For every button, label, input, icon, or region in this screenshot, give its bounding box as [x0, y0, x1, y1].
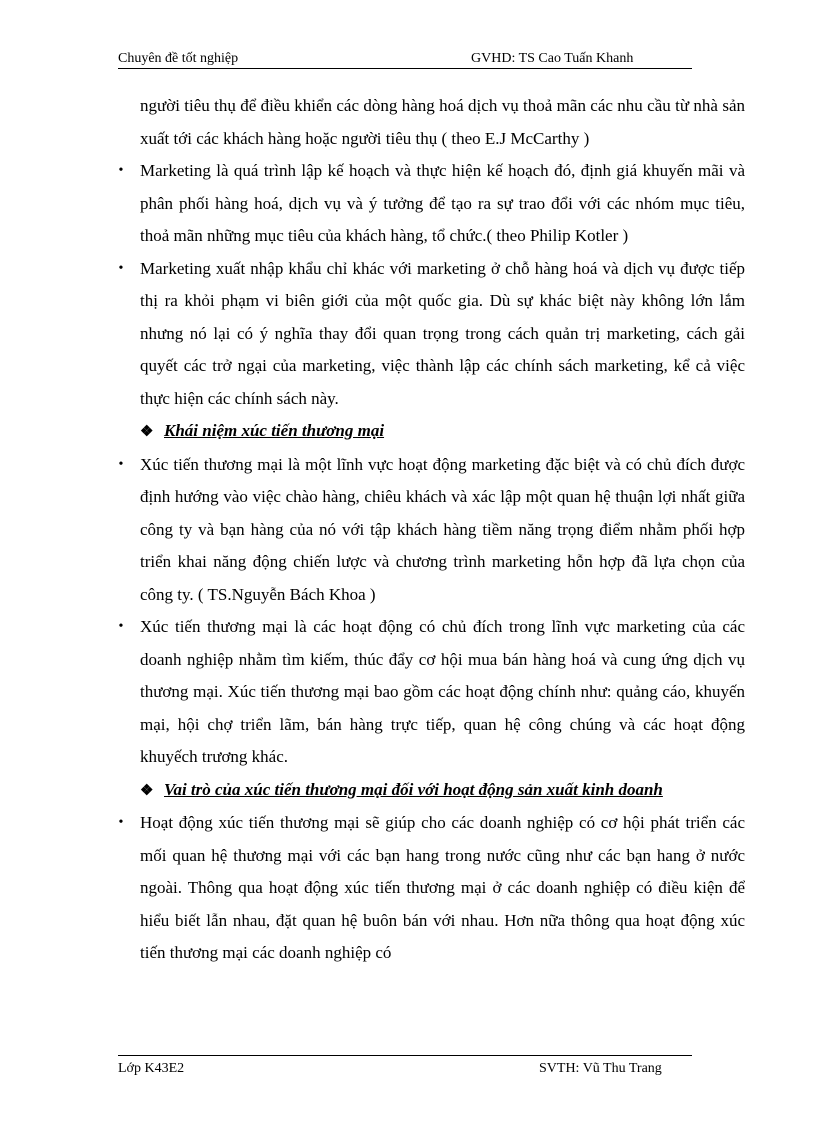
section-heading-text: Khái niệm xúc tiến thương mại: [164, 421, 385, 440]
section-heading: [113, 774, 745, 808]
footer-class: Lớp K43E2: [118, 1061, 185, 1076]
diamond-bullet-icon: ❖: [140, 782, 154, 799]
footer-student: SVTH: Vũ Thu Trang: [539, 1061, 662, 1076]
header-supervisor: GVHD: TS Cao Tuấn Khanh: [471, 51, 634, 66]
page-header: [118, 50, 692, 69]
page-body: [113, 90, 745, 970]
list-item: [113, 155, 745, 253]
paragraph-continuation: người tiêu thụ để điều khiển các dòng hàng hoá dịch vụ thoả mãn các nhu cầu từ nhà sản xuất tới các khách hàng hoặc người tiêu thụ ( theo E.J McCarthy ): [140, 96, 745, 148]
list-item-text: Hoạt động xúc tiến thương mại sẽ giúp cho các doanh nghiệp có cơ hội phát triển các mối quan hệ thương mại với các bạn hang trong nước cũng như các bạn hang ở nước ngoài. Thông qua hoạt động xúc tiến thương mại ở các doanh nghiệp có điều kiện để hiểu biết lẫn nhau, đặt quan hệ buôn bán với nhau. Hơn nữa thông qua hoạt động xúc tiến thương mại các doanh nghiệp có: [140, 813, 745, 962]
diamond-bullet-icon: ❖: [140, 424, 154, 440]
list-item-text: Xúc tiến thương mại là các hoạt động có chủ đích trong lĩnh vực marketing của các doanh nghiệp nhằm tìm kiếm, thúc đẩy cơ hội mua bán hàng hoá và cung ứng dịch vụ thương mại. Xúc tiến thương mại bao gồm các hoạt động chính như: quảng cáo, khuyến mại, hội chợ triển lãm, bán hàng trực tiếp, quan hệ công chúng và các hoạt động khuyếch trương khác.: [140, 617, 745, 766]
bullet-icon: •: [118, 456, 124, 472]
bullet-icon: •: [118, 260, 124, 276]
list-item-text: Marketing xuất nhập khẩu chỉ khác với marketing ở chỗ hàng hoá và dịch vụ được tiếp thị ra khỏi phạm vi biên giới của một quốc gia. Dù sự khác biệt này không lớn lắm nhưng nó lại có ý nghĩa thay đổi quan trọng trong cách quản trị marketing, cách gải quyết các trở ngại của marketing, việc thành lập các chính sách marketing, kể cả việc thực hiện các chính sách này.: [140, 258, 745, 408]
page-footer: [118, 1055, 692, 1076]
section-heading-text: Vai trò của xúc tiến thương mại đối với hoạt động sản xuất kinh doanh: [164, 779, 663, 799]
list-item-text: Xúc tiến thương mại là một lĩnh vực hoạt động marketing đặc biệt và có chủ đích được định hướng vào việc chào hàng, chiêu khách và xác lập một quan hệ thuận lợi nhất giữa công ty và bạn hàng của nó với tập khách hàng tiềm năng trọng điểm nhằm phối hợp triển khai năng động chiến lược và chương trình marketing hỗn hợp đã lựa chọn của công ty. ( TS.Nguyễn Bách Khoa ): [140, 454, 745, 604]
section-heading: [113, 415, 745, 449]
list-item: [113, 449, 745, 612]
list-item: [113, 253, 745, 416]
header-thesis-title: Chuyên đề tốt nghiệp: [118, 51, 239, 66]
bullet-icon: •: [118, 163, 124, 178]
bullet-icon: •: [118, 815, 124, 830]
list-item: [113, 611, 745, 774]
bullet-icon: •: [118, 619, 124, 634]
list-item: [113, 807, 745, 970]
list-item-text: Marketing là quá trình lập kế hoạch và thực hiện kế hoạch đó, định giá khuyến mãi và phân phối hàng hoá, dịch vụ và ý tưởng để tạo ra sự trao đổi với các nhóm mục tiêu, thoả mãn những mục tiêu của khách hàng, tổ chức.( theo Philip Kotler ): [140, 161, 745, 245]
